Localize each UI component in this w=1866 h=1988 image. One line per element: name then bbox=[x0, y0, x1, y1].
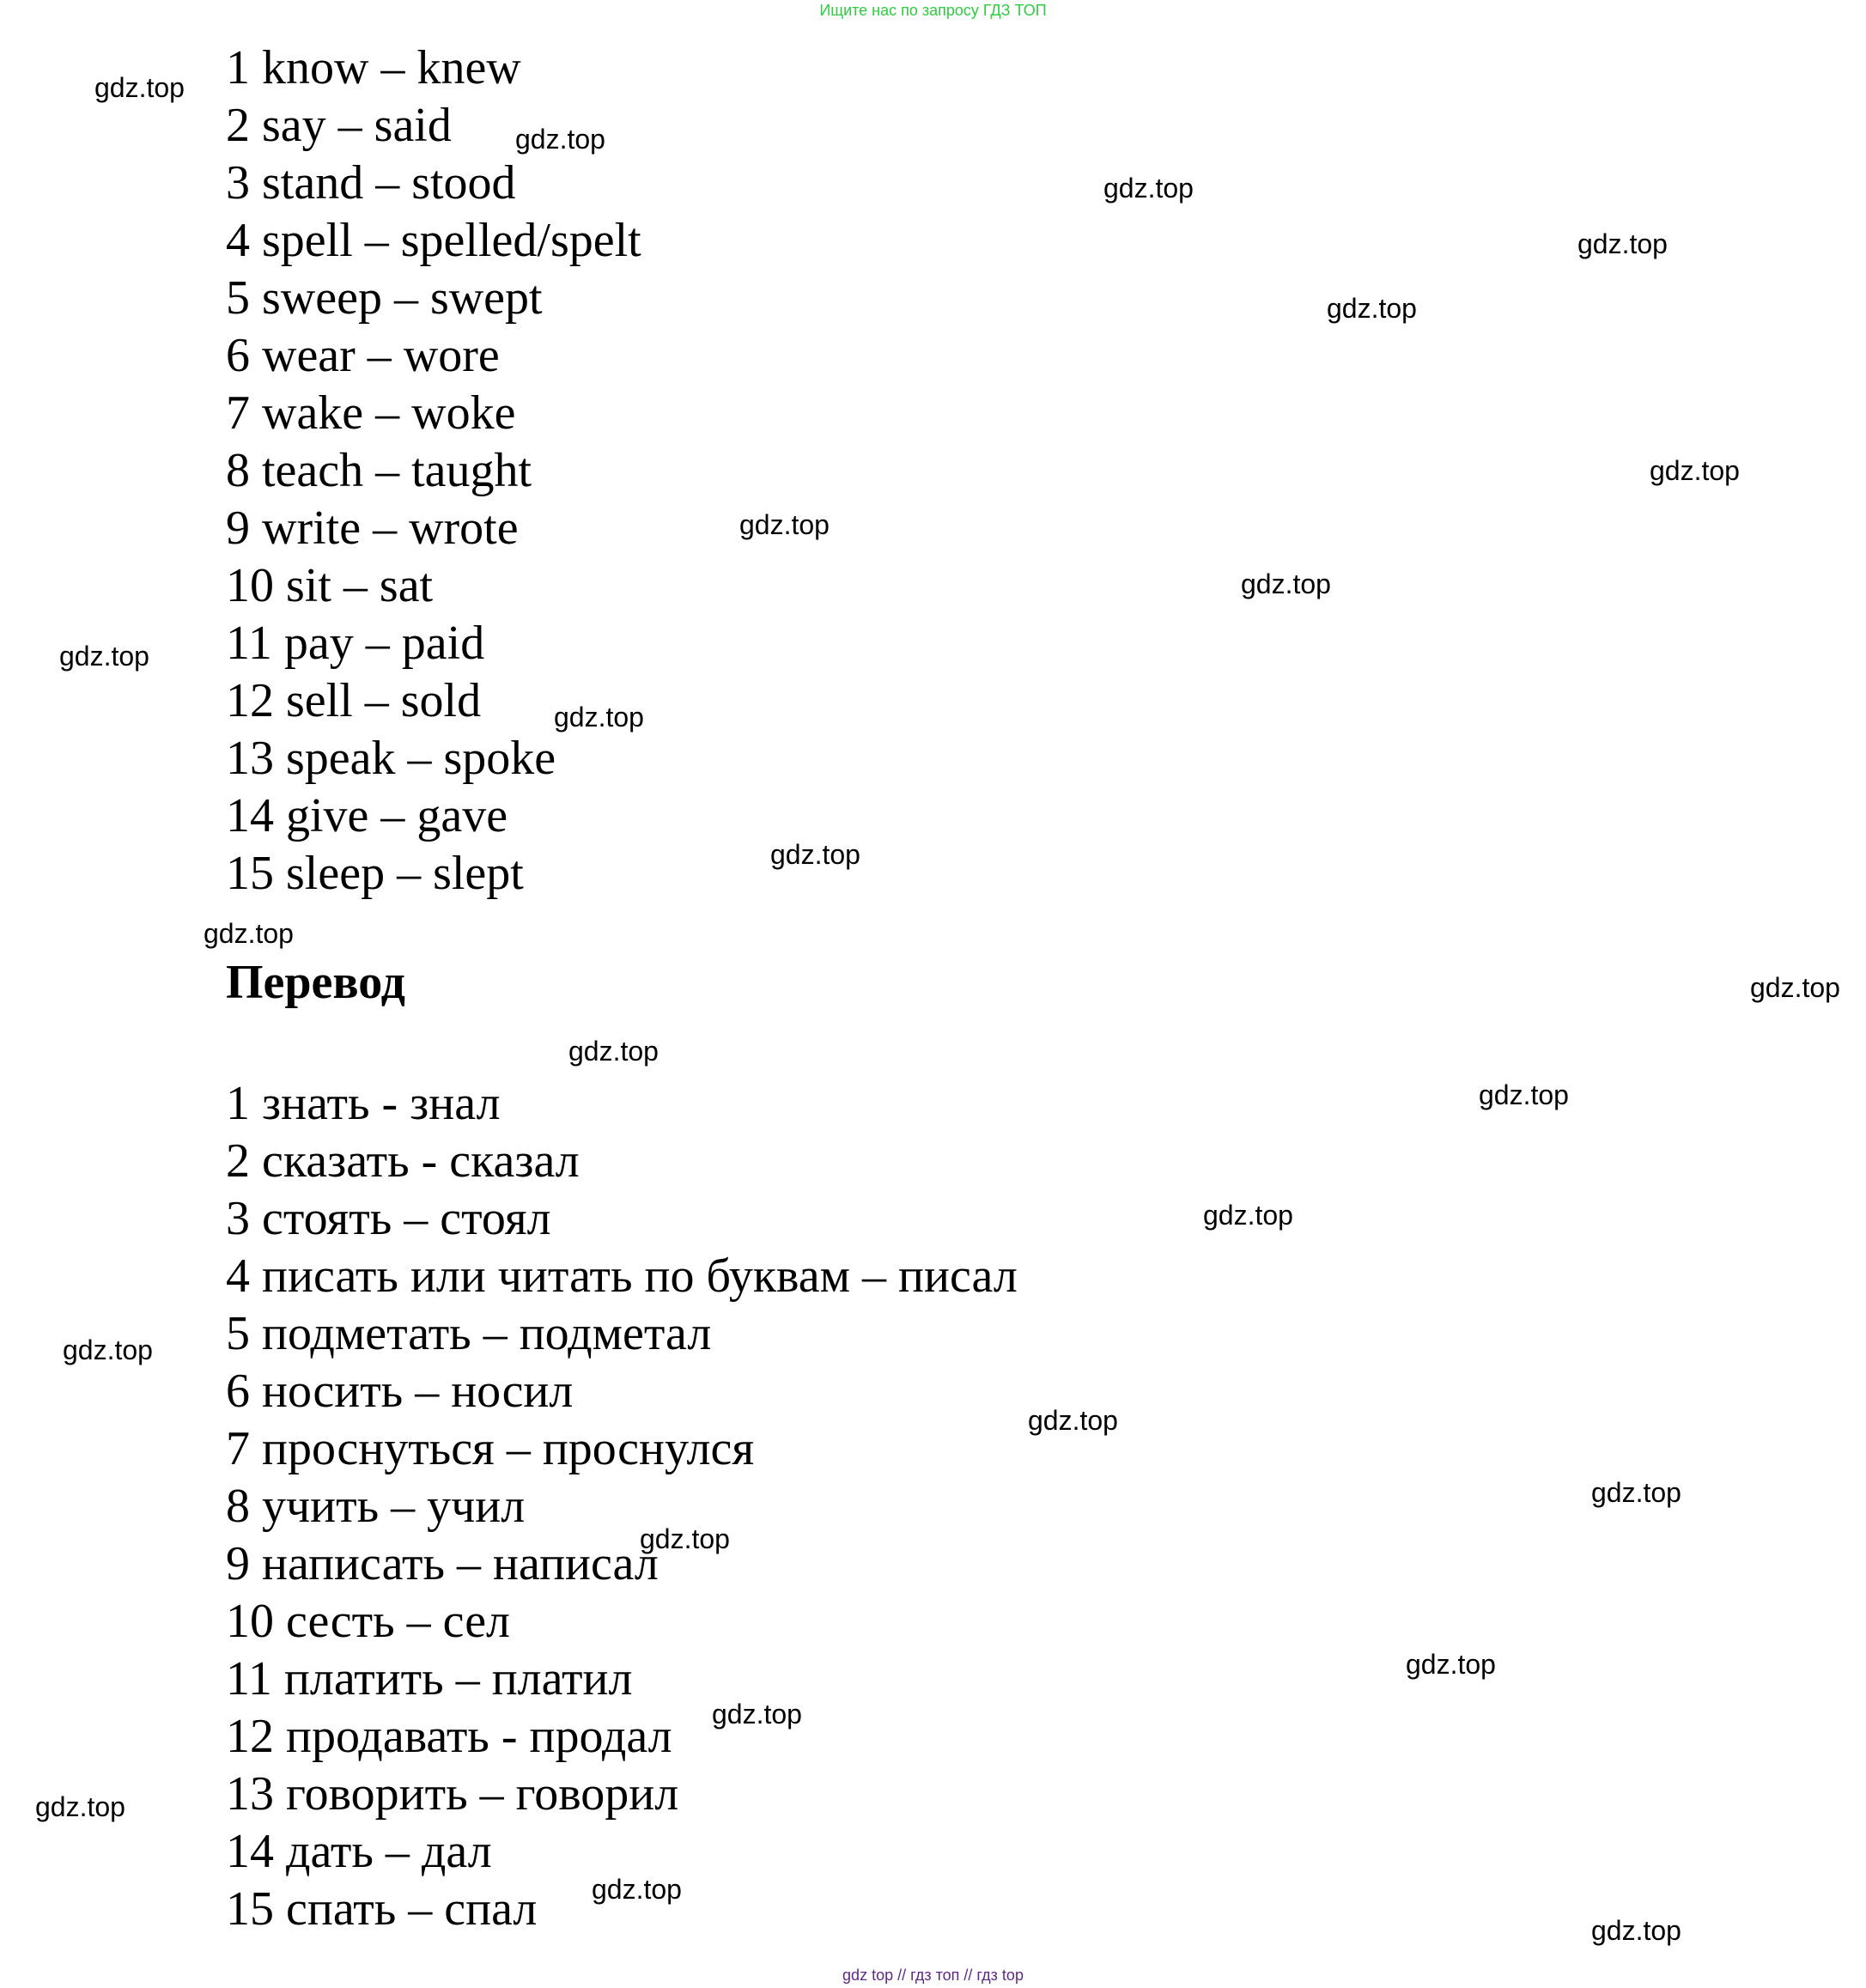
list-item: 5 подметать – подметал bbox=[226, 1307, 712, 1360]
top-banner: Ищите нас по запросу ГДЗ ТОП bbox=[819, 2, 1047, 19]
list-item: 13 speak – spoke bbox=[226, 732, 556, 785]
list-item: 12 продавать - продал bbox=[226, 1710, 672, 1763]
list-item: 2 say – said bbox=[226, 99, 452, 152]
watermark: gdz.top bbox=[515, 124, 605, 155]
list-item: 9 write – wrote bbox=[226, 502, 519, 555]
watermark: gdz.top bbox=[1591, 1915, 1681, 1946]
watermark: gdz.top bbox=[1650, 455, 1740, 486]
list-item: 15 спать – спал bbox=[226, 1882, 538, 1936]
list-item: 8 учить – учил bbox=[226, 1480, 526, 1533]
list-item: 14 give – gave bbox=[226, 789, 508, 842]
watermark: gdz.top bbox=[1750, 972, 1840, 1003]
watermark: gdz.top bbox=[1591, 1477, 1681, 1508]
watermark: gdz.top bbox=[1203, 1200, 1293, 1231]
list-item: 10 сесть – сел bbox=[226, 1595, 510, 1648]
watermark: gdz.top bbox=[554, 702, 644, 733]
list-item: 14 дать – дал bbox=[226, 1825, 492, 1878]
watermark: gdz.top bbox=[35, 1791, 125, 1822]
list-item: 12 sell – sold bbox=[226, 674, 482, 727]
list-item: 3 стоять – стоял bbox=[226, 1192, 551, 1245]
watermark: gdz.top bbox=[94, 72, 185, 103]
watermark: gdz.top bbox=[1241, 568, 1331, 599]
watermark: gdz.top bbox=[204, 918, 294, 949]
watermark: gdz.top bbox=[1327, 293, 1417, 324]
list-item: 1 know – knew bbox=[226, 41, 521, 94]
watermark: gdz.top bbox=[63, 1334, 153, 1365]
watermark: gdz.top bbox=[640, 1523, 730, 1554]
watermark: gdz.top bbox=[1028, 1405, 1118, 1436]
list-item: 11 платить – платил bbox=[226, 1652, 633, 1705]
list-item: 7 wake – woke bbox=[226, 386, 516, 440]
list-item: 11 pay – paid bbox=[226, 617, 485, 670]
list-item: 3 stand – stood bbox=[226, 156, 516, 210]
list-item: 6 носить – носил bbox=[226, 1365, 574, 1418]
list-item: 9 написать – написал bbox=[226, 1537, 659, 1590]
list-item: 4 писать или читать по буквам – писал bbox=[226, 1249, 1018, 1303]
watermark: gdz.top bbox=[1479, 1079, 1569, 1110]
translation-heading: Перевод bbox=[226, 956, 405, 1009]
list-item: 1 знать - знал bbox=[226, 1077, 501, 1130]
document-content bbox=[226, 40, 1018, 1938]
list-item: 10 sit – sat bbox=[226, 559, 434, 612]
list-item: 15 sleep – slept bbox=[226, 847, 524, 900]
watermark: gdz.top bbox=[568, 1036, 659, 1067]
list-item: 4 spell – spelled/spelt bbox=[226, 214, 641, 267]
watermark: gdz.top bbox=[59, 641, 149, 672]
watermark: gdz.top bbox=[1577, 228, 1668, 259]
translation-list bbox=[226, 1075, 1018, 1938]
footer: gdz top // гдз топ // гдз top bbox=[842, 1967, 1024, 1984]
watermark: gdz.top bbox=[1103, 173, 1194, 204]
watermark: gdz.top bbox=[770, 839, 860, 870]
watermark: gdz.top bbox=[1406, 1649, 1496, 1680]
list-item: 2 сказать - сказал bbox=[226, 1134, 580, 1188]
list-item: 13 говорить – говорил bbox=[226, 1767, 679, 1821]
list-item: 5 sweep – swept bbox=[226, 271, 543, 325]
list-item: 6 wear – wore bbox=[226, 329, 500, 382]
watermark: gdz.top bbox=[739, 509, 830, 540]
watermark: gdz.top bbox=[712, 1699, 802, 1730]
list-item: 7 проснуться – проснулся bbox=[226, 1422, 755, 1475]
watermark: gdz.top bbox=[592, 1874, 682, 1905]
list-item: 8 teach – taught bbox=[226, 444, 532, 497]
verb-list bbox=[226, 40, 1018, 903]
